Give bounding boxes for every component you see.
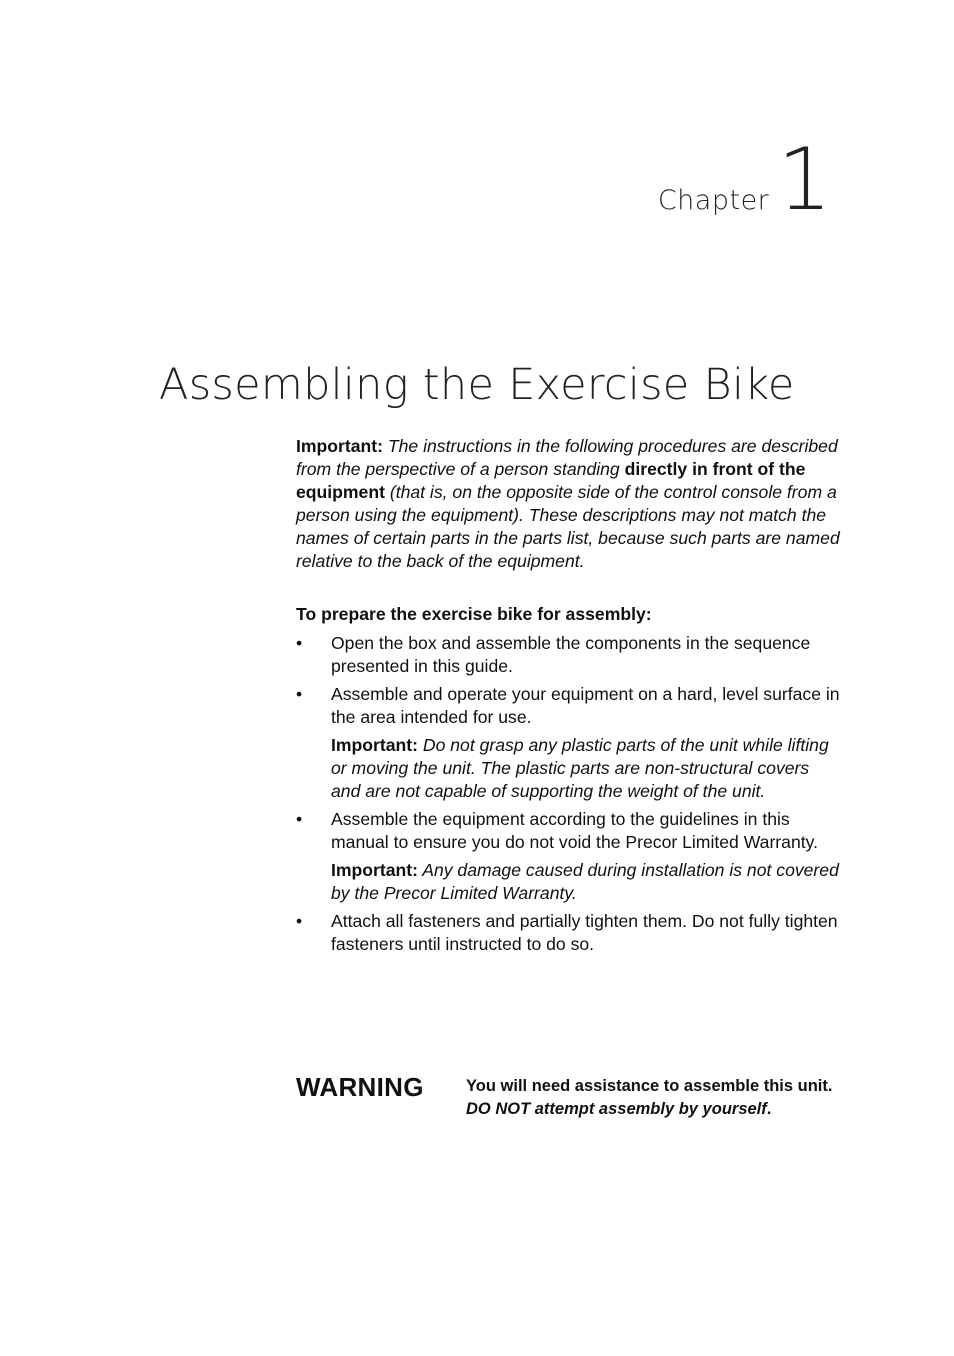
- note-text: Any damage caused during installation is not covered by the Precor Limited Warranty.: [331, 860, 839, 903]
- list-item: [296, 808, 841, 854]
- important-label: Important:: [296, 436, 383, 456]
- warning-emphasis: DO NOT attempt assembly by yourself: [466, 1100, 767, 1118]
- list-item: [296, 683, 841, 729]
- list-item: [296, 910, 841, 956]
- step-text: Assemble the equipment according to the guidelines in this manual to ensure you do not void the Precor Limited Warranty.: [331, 809, 819, 852]
- important-label: Important:: [331, 860, 418, 880]
- warning-block: [296, 1070, 856, 1121]
- list-item: [296, 632, 841, 678]
- chapter-word: Chapter: [657, 185, 770, 216]
- procedure-heading: To prepare the exercise bike for assembly:: [296, 604, 652, 624]
- intro-note-text: The instructions in the following procedures are described from the perspective of a person standing: [296, 436, 838, 479]
- step-important-note: [296, 859, 841, 905]
- page-title: Assembling the Exercise Bike: [159, 360, 795, 410]
- step-text: Open the box and assemble the components in the sequence presented in this guide.: [331, 633, 811, 676]
- procedure-steps-continued: [296, 808, 841, 854]
- bullet-icon: •: [296, 809, 303, 829]
- intro-note-bold: directly in front of the equipment: [296, 459, 806, 502]
- bullet-icon: •: [296, 684, 303, 704]
- main-content: [296, 435, 841, 961]
- bullet-icon: •: [296, 633, 303, 653]
- warning-end: .: [766, 1100, 772, 1118]
- chapter-number: 1: [777, 130, 832, 230]
- procedure-steps-final: [296, 910, 841, 956]
- chapter-heading: [657, 130, 832, 230]
- bullet-icon: •: [296, 911, 303, 931]
- intro-note-text-2: (that is, on the opposite side of the control console from a person using the equipment). These descriptions may not match the names of certain parts in the parts list, because such parts are named relative to the back of the equipment.: [296, 482, 840, 571]
- important-label: Important:: [331, 735, 418, 755]
- intro-important-note: [296, 435, 841, 573]
- step-text: Attach all fasteners and partially tighten them. Do not fully tighten fasteners until instructed to do so.: [331, 911, 838, 954]
- warning-text: [466, 1070, 836, 1121]
- note-text: Do not grasp any plastic parts of the unit while lifting or moving the unit. The plastic parts are non-structural covers and are not capable of supporting the weight of the unit.: [331, 735, 829, 801]
- step-text: Assemble and operate your equipment on a hard, level surface in the area intended for use.: [331, 684, 840, 727]
- warning-message: You will need assistance to assemble this unit.: [466, 1077, 833, 1095]
- step-important-note: [296, 734, 841, 803]
- procedure-steps: [296, 632, 841, 729]
- warning-label: WARNING: [296, 1072, 424, 1102]
